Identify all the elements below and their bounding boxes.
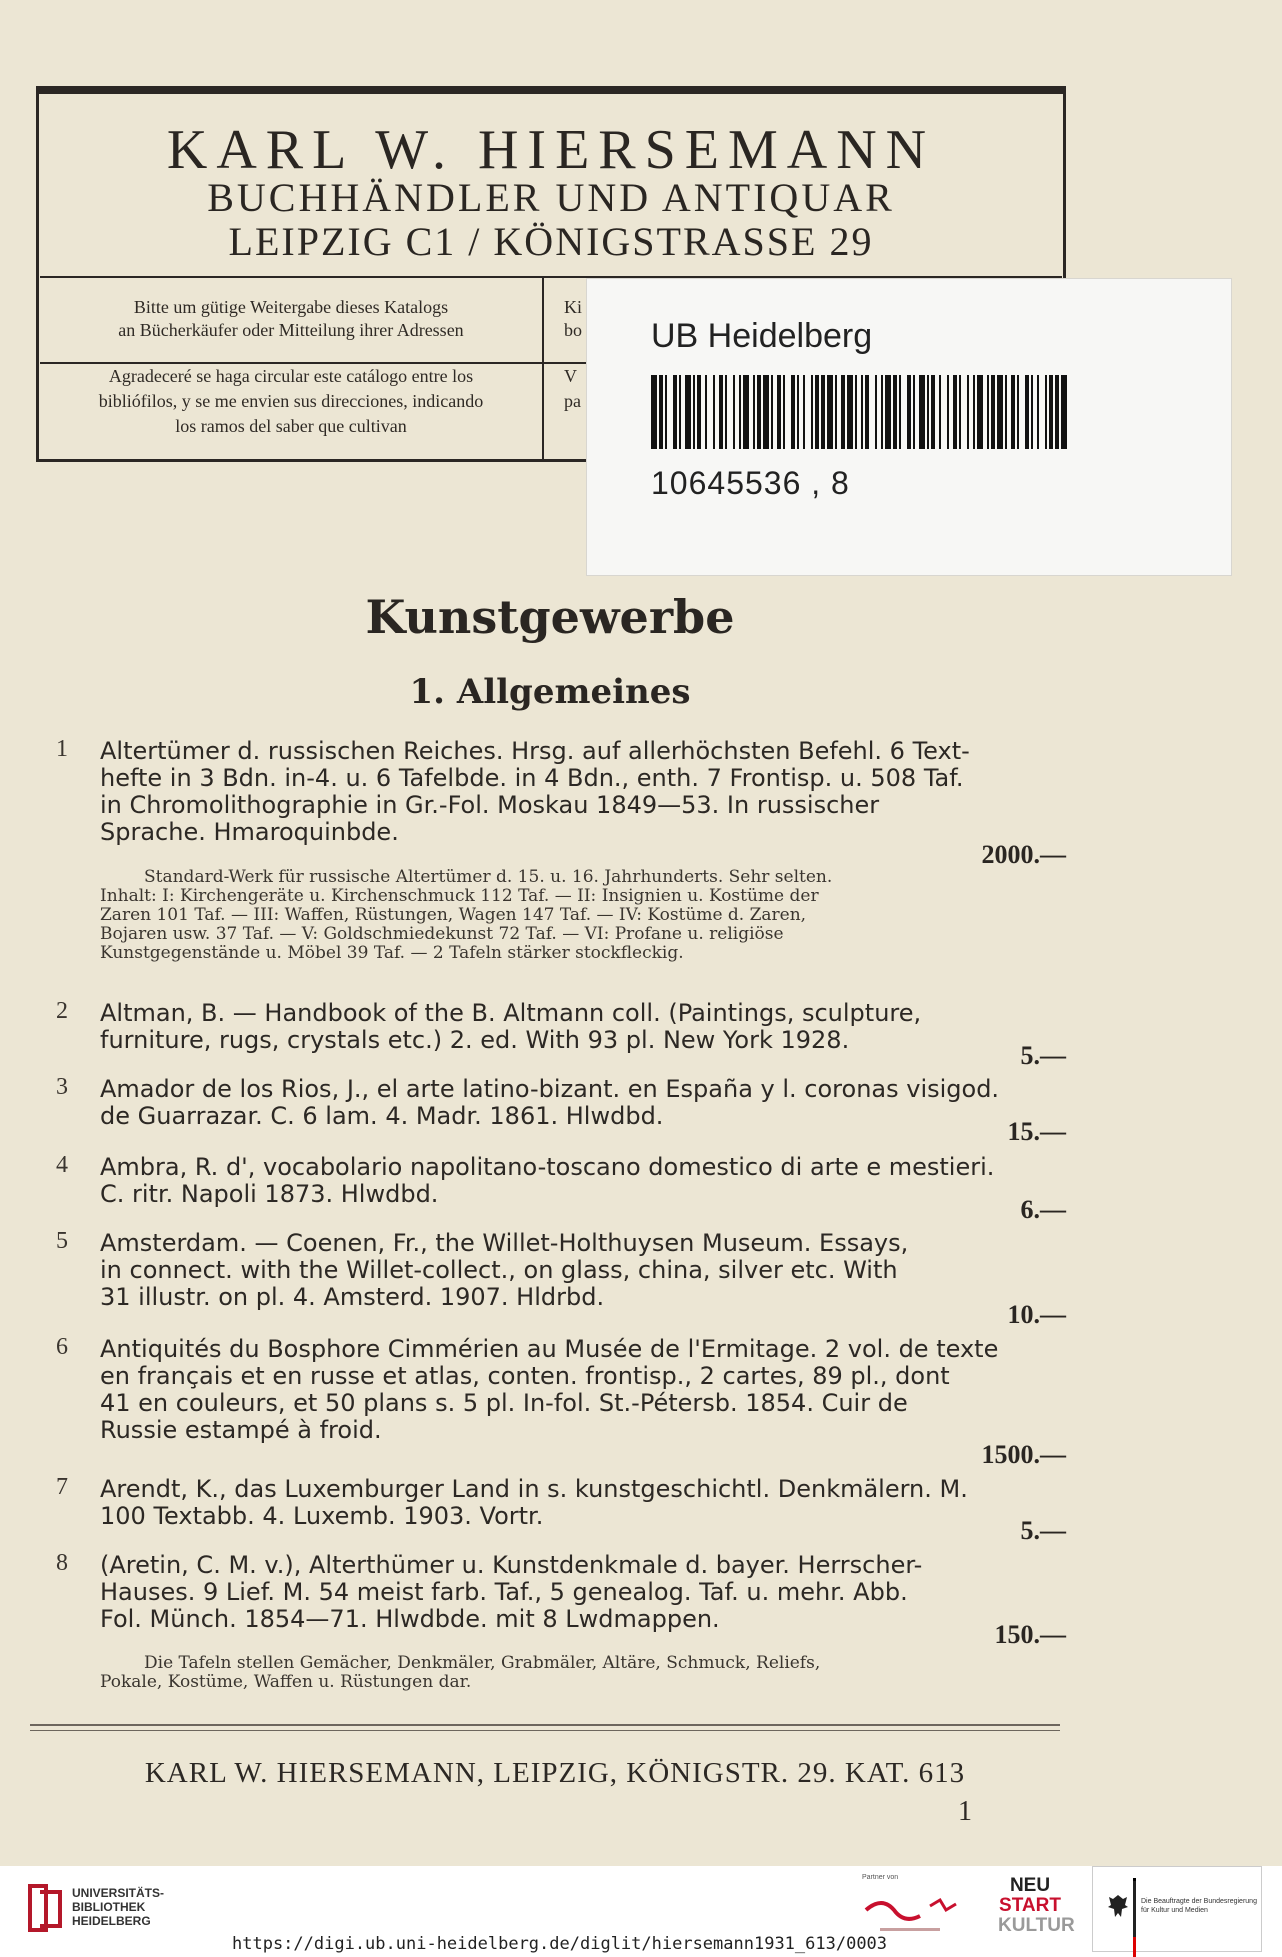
logo-line: Die Beauftragte der Bundesregierung bbox=[1141, 1898, 1257, 1905]
library-label-number: 10645536 , 8 bbox=[651, 465, 850, 501]
section-title: Kunstgewerbe bbox=[365, 590, 735, 644]
entry-number: 7 bbox=[56, 1474, 68, 1500]
entry-number: 5 bbox=[56, 1228, 68, 1254]
logo-line: START bbox=[999, 1895, 1061, 1916]
footer-text: KARL W. HIERSEMANN, LEIPZIG, KÖNIGSTR. 29. KAT. 613 bbox=[144, 1757, 966, 1789]
note-line: Kunstgegenstände u. Möbel 39 Taf. — 2 Tafeln stärker stockfleckig. bbox=[100, 943, 684, 963]
note-line: Bojaren usw. 37 Taf. — V: Goldschmiedekunst 72 Taf. — VI: Profane u. religiöse bbox=[100, 924, 784, 944]
entry-note bbox=[100, 868, 1070, 963]
bkm-logo bbox=[1092, 1866, 1262, 1952]
entry-price: 5.— bbox=[1020, 1516, 1066, 1545]
entry-line: 100 Textabb. 4. Luxemb. 1903. Vortr. bbox=[100, 1502, 544, 1530]
entry-number: 4 bbox=[56, 1152, 68, 1178]
entry-price: 15.— bbox=[1007, 1117, 1066, 1146]
logo-line: NEU bbox=[1009, 1875, 1051, 1896]
cell-line: los ramos del saber que cultivan bbox=[175, 416, 407, 436]
note-line: Standard-Werk für russische Altertümer d. 15. u. 16. Jahrhunderts. Sehr selten. bbox=[144, 867, 833, 887]
entry-line: Sprache. Hmaroquinbde. bbox=[100, 818, 399, 846]
entry-line: de Guarrazar. C. 6 lam. 4. Madr. 1861. Hlwdbd. bbox=[100, 1102, 664, 1130]
entry-line: Amador de los Rios, J., el arte latino-bizant. en España y l. coronas visigod. bbox=[100, 1075, 1000, 1103]
entry-price: 10.— bbox=[1007, 1300, 1066, 1329]
entry-line: Russie estampé à froid. bbox=[100, 1416, 382, 1444]
bkm-text bbox=[1141, 1897, 1257, 1915]
cell-line: an Bücherkäufer oder Mitteilung ihrer Adressen bbox=[118, 320, 464, 340]
page-number: 1 bbox=[958, 1796, 972, 1827]
logo-line: für Kultur und Medien bbox=[1141, 1907, 1208, 1914]
catalog-entry bbox=[100, 1336, 1060, 1444]
note-line: Zaren 101 Taf. — III: Waffen, Rüstungen, Wagen 147 Taf. — IV: Kostüme d. Zaren, bbox=[100, 905, 807, 925]
entry-price: 2000.— bbox=[981, 840, 1066, 869]
letterhead-cell-partial-1 bbox=[564, 296, 582, 342]
entry-line: furniture, rugs, crystals etc.) 2. ed. With 93 pl. New York 1928. bbox=[100, 1026, 850, 1054]
entry-number: 8 bbox=[56, 1550, 68, 1576]
publisher-address: LEIPZIG C1 / KÖNIGSTRASSE 29 bbox=[228, 219, 874, 264]
catalog-entry bbox=[100, 1154, 1060, 1208]
publisher-name: KARL W. HIERSEMANN bbox=[166, 119, 936, 181]
entry-line: in connect. with the Willet-collect., on glass, china, silver etc. With bbox=[100, 1256, 898, 1284]
logo-line: BIBLIOTHEK bbox=[72, 1900, 146, 1914]
ub-heidelberg-logo-text bbox=[72, 1886, 164, 1928]
entry-price: 1500.— bbox=[981, 1440, 1066, 1469]
ub-heidelberg-logo-icon bbox=[26, 1882, 66, 1934]
entry-line: Arendt, K., das Luxemburger Land in s. kunstgeschichtl. Denkmälern. M. bbox=[100, 1475, 968, 1503]
note-line: Pokale, Kostüme, Waffen u. Rüstungen dar. bbox=[100, 1672, 472, 1692]
note-line: Die Tafeln stellen Gemächer, Denkmäler, Grabmäler, Altäre, Schmuck, Reliefs, bbox=[144, 1653, 821, 1673]
entry-number: 1 bbox=[56, 736, 68, 762]
dsb-bird-icon bbox=[860, 1890, 970, 1934]
catalog-entry bbox=[100, 1476, 1060, 1530]
entry-note bbox=[100, 1654, 1070, 1692]
cell-line: bo bbox=[564, 320, 582, 340]
letterhead-cell-spanish bbox=[44, 364, 538, 439]
entry-line: 41 en couleurs, et 50 plans s. 5 pl. In-fol. St.-Pétersb. 1854. Cuir de bbox=[100, 1389, 908, 1417]
entry-price: 150.— bbox=[994, 1620, 1066, 1649]
letterhead-cell-german bbox=[44, 296, 538, 342]
entry-line: en français et en russe et atlas, conten. frontisp., 2 cartes, 89 pl., dont bbox=[100, 1362, 950, 1390]
entry-line: Hauses. 9 Lief. M. 54 meist farb. Taf., 5 genealog. Taf. u. mehr. Abb. bbox=[100, 1578, 908, 1606]
letterhead-header bbox=[40, 94, 1062, 278]
entry-line: 31 illustr. on pl. 4. Amsterd. 1907. Hldrbd. bbox=[100, 1283, 605, 1311]
entry-line: Altertümer d. russischen Reiches. Hrsg. auf allerhöchsten Befehl. 6 Text- bbox=[100, 737, 970, 765]
entry-price: 6.— bbox=[1020, 1195, 1066, 1224]
logo-line: KULTUR bbox=[998, 1915, 1075, 1936]
catalog-entry bbox=[100, 738, 1060, 846]
entry-line: (Aretin, C. M. v.), Alterthümer u. Kunstdenkmale d. bayer. Herrscher- bbox=[100, 1551, 923, 1579]
entry-line: Ambra, R. d', vocabolario napolitano-toscano domestico di arte e mestieri. bbox=[100, 1153, 995, 1181]
entry-line: Antiquités du Bosphore Cimmérien au Musée de l'Ermitage. 2 vol. de texte bbox=[100, 1335, 999, 1363]
entry-line: in Chromolithographie in Gr.-Fol. Moskau 1849—53. In russischer bbox=[100, 791, 880, 819]
entry-line: Altman, B. — Handbook of the B. Altmann coll. (Paintings, sculpture, bbox=[100, 999, 922, 1027]
footer-rule bbox=[30, 1724, 1060, 1726]
cell-line: Agradeceré se haga circular este catálogo entre los bbox=[108, 366, 474, 386]
entry-number: 2 bbox=[56, 998, 68, 1024]
cell-line: pa bbox=[564, 391, 581, 411]
neustart-kultur-logo bbox=[998, 1875, 1075, 1936]
entry-number: 6 bbox=[56, 1334, 68, 1360]
flag-stripe bbox=[1133, 1881, 1136, 1937]
logo-line: UNIVERSITÄTS- bbox=[72, 1886, 165, 1900]
publisher-trade: BUCHHÄNDLER UND ANTIQUAR bbox=[207, 175, 895, 220]
catalog-entry bbox=[100, 1552, 1060, 1633]
logo-line: HEIDELBERG bbox=[72, 1914, 151, 1928]
subsection-title: 1. Allgemeines bbox=[409, 672, 691, 712]
library-label-title: UB Heidelberg bbox=[651, 317, 873, 355]
entry-line: hefte in 3 Bdn. in-4. u. 6 Tafelbde. in 4 Bdn., enth. 7 Frontisp. u. 508 Taf. bbox=[100, 764, 964, 792]
entry-line: Fol. Münch. 1854—71. Hlwdbde. mit 8 Lwdmappen. bbox=[100, 1605, 720, 1633]
library-label bbox=[586, 278, 1232, 576]
entry-line: Amsterdam. — Coenen, Fr., the Willet-Holthuysen Museum. Essays, bbox=[100, 1229, 909, 1257]
barcode-icon bbox=[651, 375, 1067, 449]
partner-label: Partner von bbox=[862, 1874, 899, 1881]
letterhead-column-divider bbox=[542, 278, 544, 460]
entry-line: C. ritr. Napoli 1873. Hlwdbd. bbox=[100, 1180, 439, 1208]
catalog-entry bbox=[100, 1076, 1060, 1130]
eagle-icon bbox=[1107, 1893, 1129, 1919]
catalog-entry bbox=[100, 1230, 1060, 1311]
cell-line: Bitte um gütige Weitergabe dieses Katalogs bbox=[133, 297, 449, 317]
cell-line: bibliófilos, y se me envien sus direcciones, indicando bbox=[98, 391, 484, 411]
page-url[interactable]: https://digi.ub.uni-heidelberg.de/diglit/hiersemann1931_613/0003 bbox=[232, 1934, 888, 1954]
letterhead-cell-partial-2 bbox=[564, 364, 581, 414]
entry-number: 3 bbox=[56, 1074, 68, 1100]
cell-line: V bbox=[564, 366, 577, 386]
note-line: Inhalt: I: Kirchengeräte u. Kirchenschmuck 112 Taf. — II: Insignien u. Kostüme der bbox=[100, 886, 819, 906]
footer-rule bbox=[30, 1730, 1060, 1731]
entry-price: 5.— bbox=[1020, 1041, 1066, 1070]
catalog-entry bbox=[100, 1000, 1060, 1054]
cell-line: Ki bbox=[564, 297, 582, 317]
